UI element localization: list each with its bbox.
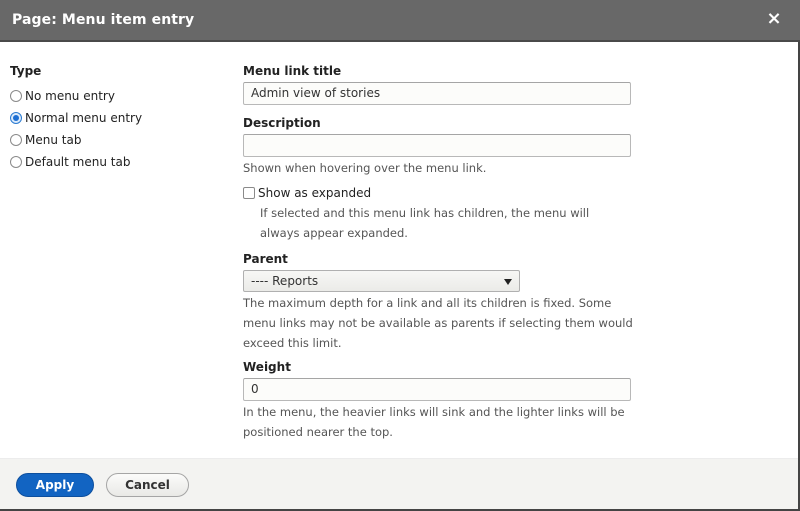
radio-label: No menu entry [25, 89, 115, 103]
cancel-button[interactable]: Cancel [106, 473, 189, 497]
menu-fields [243, 64, 633, 442]
parent-select[interactable] [243, 270, 520, 292]
apply-button[interactable]: Apply [16, 473, 94, 497]
show-expanded-checkbox[interactable] [243, 187, 255, 199]
close-icon[interactable]: × [766, 8, 782, 29]
dialog-footer [0, 458, 798, 509]
description-input[interactable] [243, 134, 631, 157]
weight-input[interactable]: 0 [243, 378, 631, 401]
radio-button-icon[interactable] [10, 90, 22, 102]
description-help: Shown when hovering over the menu link. [243, 161, 487, 175]
radio-label: Menu tab [25, 133, 82, 147]
weight-label: Weight [243, 360, 291, 374]
menu-link-title-label: Menu link title [243, 64, 342, 78]
dialog-content [0, 44, 798, 458]
description-label: Description [243, 116, 321, 130]
parent-help: The maximum depth for a link and all its children is fixed. Some menu links may not be available as parents if selecting them would exceed this limit. [243, 296, 633, 350]
show-expanded-help: If selected and this menu link has children, the menu will always appear expanded. [260, 206, 590, 240]
weight-help: In the menu, the heavier links will sink and the lighter links will be positioned nearer the top. [243, 405, 625, 439]
type-legend: Type [10, 64, 42, 78]
radio-button-icon[interactable] [10, 156, 22, 168]
radio-label: Normal menu entry [25, 111, 143, 125]
show-expanded-checkbox-row[interactable] [243, 184, 633, 202]
radio-label: Default menu tab [25, 155, 131, 169]
radio-default-menu-tab[interactable] [10, 151, 210, 173]
parent-selected-value: ---- Reports [251, 274, 319, 288]
radio-button-checked-icon[interactable] [10, 112, 22, 124]
menu-link-title-input[interactable]: Admin view of stories [243, 82, 631, 105]
show-expanded-label: Show as expanded [258, 186, 372, 200]
dropdown-arrow-icon [504, 279, 512, 285]
dialog-titlebar [0, 0, 800, 42]
radio-menu-tab[interactable] [10, 129, 210, 151]
radio-no-menu-entry[interactable] [10, 85, 210, 107]
type-radio-group [10, 64, 210, 173]
radio-normal-menu-entry[interactable] [10, 107, 210, 129]
dialog-title: Page: Menu item entry [12, 12, 195, 28]
radio-button-icon[interactable] [10, 134, 22, 146]
parent-label: Parent [243, 252, 288, 266]
